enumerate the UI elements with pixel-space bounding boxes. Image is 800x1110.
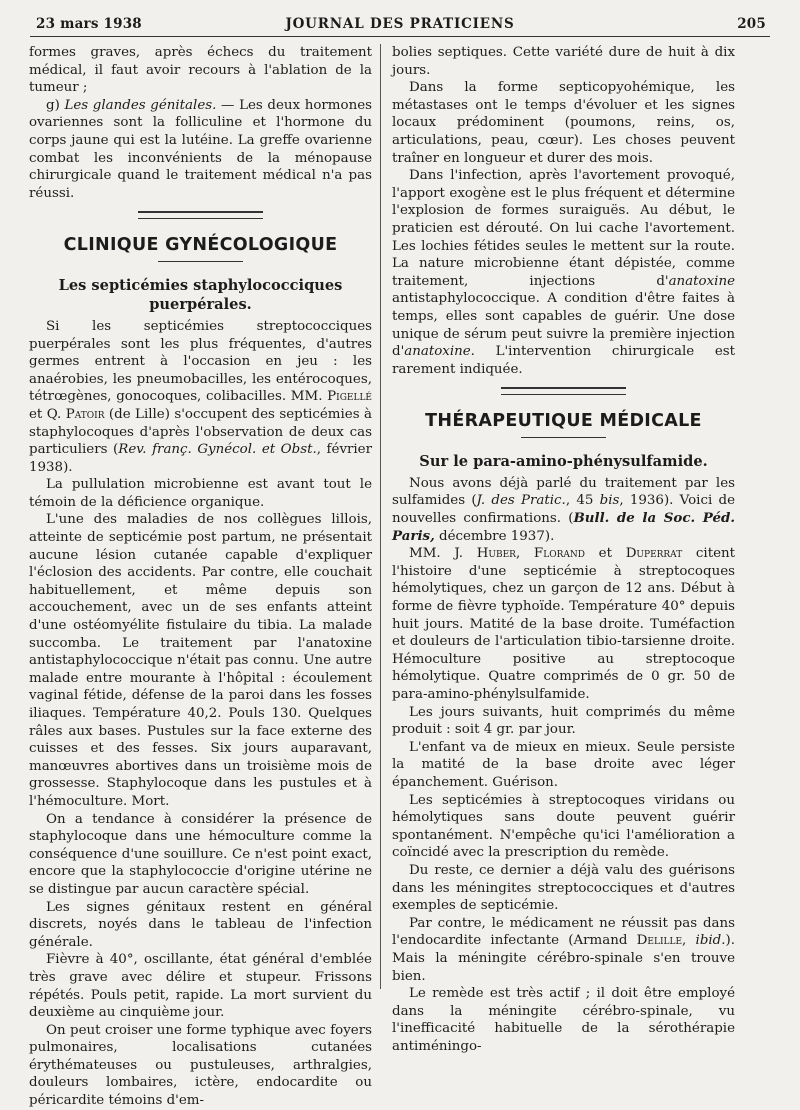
paragraph [29, 318, 372, 476]
column-divider [380, 44, 381, 989]
header-page-number: 205 [737, 16, 766, 32]
paragraph [392, 475, 735, 545]
paragraph: On peut croiser une forme typhique avec foyers pulmonaires, localisations cutanées érythémateuses ou pustuleuses, arthralgies, douleurs lombaires, ictère, endocardite ou péricardite témoins d'em- [29, 1022, 372, 1109]
paragraph: La pullulation microbienne est avant tout le témoin de la déficience organique. [29, 477, 372, 510]
section-title: THÉRAPEUTIQUE MÉDICALE [425, 411, 702, 432]
text-run: (de Lille) s'occupent des septicémies à staphylocoques d'après l'observation de deux cas particuliers ( [29, 406, 372, 458]
paragraph: On a tendance à considérer la présence de staphylocoque dans une hémoculture comme la conséquence d'une souillure. Ce n'est point exact, encore que la staphylococcie d'origine utérine ne se distingue par aucun caractère spécial. [29, 811, 372, 897]
right-column [392, 44, 735, 1055]
author-name: Duperrat [625, 546, 683, 562]
author-name: Florand [533, 546, 585, 562]
text-run: , février 1938). [29, 442, 373, 475]
author-name: Patoir [65, 406, 105, 422]
author-name: Delille [636, 933, 683, 949]
text-run: , [515, 546, 534, 562]
paragraph [392, 545, 735, 703]
text-run: Nous avons déjà parlé du traitement par les sulfamides ( [392, 475, 735, 509]
text-run: , [682, 933, 696, 949]
emphasis: anatoxine. [404, 344, 475, 360]
emphasis: bis [599, 493, 620, 509]
paragraph: Les septicémies à streptocoques viridans ou hémolytiques sans doute peuvent guérir spontanément. N'empêche qu'ici l'amélioration a coïncidé avec la prescription du remède. [392, 792, 735, 861]
title-underline [521, 437, 606, 438]
title-underline [158, 261, 243, 262]
author-name: Pigellé [327, 389, 372, 405]
paragraph [392, 915, 735, 985]
section-rule [138, 211, 263, 219]
text-run: et [584, 546, 626, 562]
text-run: et Q. [29, 406, 66, 422]
text-run: MM. J. [409, 546, 477, 562]
left-column [29, 44, 372, 1110]
running-header [30, 12, 770, 37]
journal-reference: Rev. franç. Gynécol. et Obst. [118, 442, 317, 458]
paragraph: Fièvre à 40°, oscillante, état général d'emblée très grave avec délire et stupeur. Frissons répétés. Pouls petit, rapide. La mort survient du deuxième au cinquième jour. [29, 952, 372, 1021]
paragraph [29, 97, 372, 203]
journal-reference: Bull. de la Soc. Péd. Paris, [392, 510, 735, 544]
emphasis: anatoxine [668, 273, 735, 289]
section-title: CLINIQUE GYNÉCOLOGIQUE [63, 235, 338, 256]
text-run: — Les deux hormones ovariennes sont la folliculine et l'hormone du corps jaune qui est la lutéine. La greffe ovarienne combat les inconvénients de la ménopause chirurgicale quand le traitement médical n'a pas réussi. [29, 97, 372, 201]
text-run: antistaphylococcique. A condition d'être faites à temps, elles sont capables de guérir. Une dose unique de sérum peut suivre la première injection d' [392, 291, 735, 360]
journal-reference: J. des Pratic. [476, 493, 566, 509]
paragraph [392, 167, 735, 378]
paragraph: formes graves, après échecs du traitement médical, il faut avoir recours à l'ablation de la tumeur ; [29, 45, 372, 96]
paragraph: Les signes génitaux restent en général discrets, noyés dans le tableau de l'infection générale. [29, 899, 372, 950]
header-date: 23 mars 1938 [36, 16, 142, 32]
section-rule [501, 387, 626, 395]
paragraph: bolies septiques. Cette variété dure de huit à dix jours. [392, 45, 735, 78]
text-run: L'intervention chirurgicale est rarement indiquée. [392, 344, 735, 377]
text-run: citent l'histoire d'une septicémie à streptocoques hémolytiques, chez un garçon de 12 ans. Début à forme de fièvre typhoïde. Température 40° depuis huit jours. Matité de la base droite. Tuméfaction et douleurs de l'articulation tibio-tarsienne droite. Hémoculture positive au streptocoque hémolytique. Quatre comprimés de 0 gr. 50 de para-amino-phénylsulfamide. [392, 546, 736, 702]
paragraph: L'enfant va de mieux en mieux. Seule persiste la matité de la base droite avec léger épanchement. Guérison. [392, 739, 735, 790]
paragraph: Dans la forme septicopyohémique, les métastases ont le temps d'évoluer et les signes locaux prédominent (poumons, reins, os, articulations, peau, cœur). Les choses peuvent traîner en longueur et durer des mois. [392, 80, 735, 166]
text-run: décembre 1937). [434, 528, 555, 544]
paragraph: Du reste, ce dernier a déjà valu des guérisons dans les méningites streptococciques et d'autres exemples de septicémie. [392, 862, 735, 914]
text-run: , 45 [565, 493, 600, 509]
paragraph: L'une des maladies de nos collègues lillois, atteinte de septicémie post partum, ne présentait aucune lésion cutanée capable d'expliquer l'éclosion des accidents. Par contre, elle couchait habituellement, et même depuis son accouchement, avec un de ses enfants atteint d'une ostéomyélite fistulaire du tibia. La malade succomba. Le traitement par l'anatoxine antistaphylococcique n'était pas connu. Une autre malade entre mourante à l'hôpital : écoulement vaginal fétide, défense de la paroi dans les fosses iliaques. Température 40,2. Pouls 130. Quelques râles aux bases. Pustules sur la face externe des cuisses et des fesses. Six jours auparavant, manœuvres abortives dans un troisième mois de grossesse. Staphylocoque dans les pustules et à l'hémoculture. Mort. [29, 512, 372, 809]
emphasis: ibid. [695, 933, 726, 949]
paragraph: Le remède est très actif ; il doit être employé dans la méningite cérébro-spinale, vu l'inefficacité habituelle de la sérothérapie antiméningo- [392, 986, 735, 1054]
text-run: Si les septicémies streptococciques puerpérales sont les plus fréquentes, d'autres germes entrent à l'occasion en jeu : les anaérobies, les pneumobacilles, les entérocoques, tétrœgènes, gonocoques, colibacilles. MM. [29, 318, 372, 405]
paragraph: Les jours suivants, huit comprimés du même produit : soit 4 gr. par jour. [392, 704, 735, 738]
list-label: g) [46, 97, 60, 113]
text-run: Par contre, le médicament ne réussit pas dans l'endocardite infectante (Armand [392, 915, 735, 949]
article-title: Les septicémies staphylococciques puerpérales. [58, 276, 343, 313]
text-run: Dans l'infection, après l'avortement provoqué, l'apport exogène est le plus fréquent et détermine l'explosion de formes suraiguës. Au début, le praticien est dérouté. On lui cache l'avortement. Les lochies fétides seules le mettent sur la route. La nature microbienne étant dépistée, comme traitement, injections d' [392, 168, 735, 289]
subheading: Les glandes génitales. [64, 97, 217, 113]
header-journal-title: JOURNAL DES PRATICIENS [285, 16, 515, 32]
author-name: Huber [476, 546, 516, 562]
article-title: Sur le para-amino-phénysulfamide. [419, 452, 708, 470]
text-run: ). Mais la méningite cérébro-spinale s'en trouve bien. [392, 933, 735, 984]
text-run: , 1936). Voici de nouvelles confirmations. ( [392, 493, 735, 527]
